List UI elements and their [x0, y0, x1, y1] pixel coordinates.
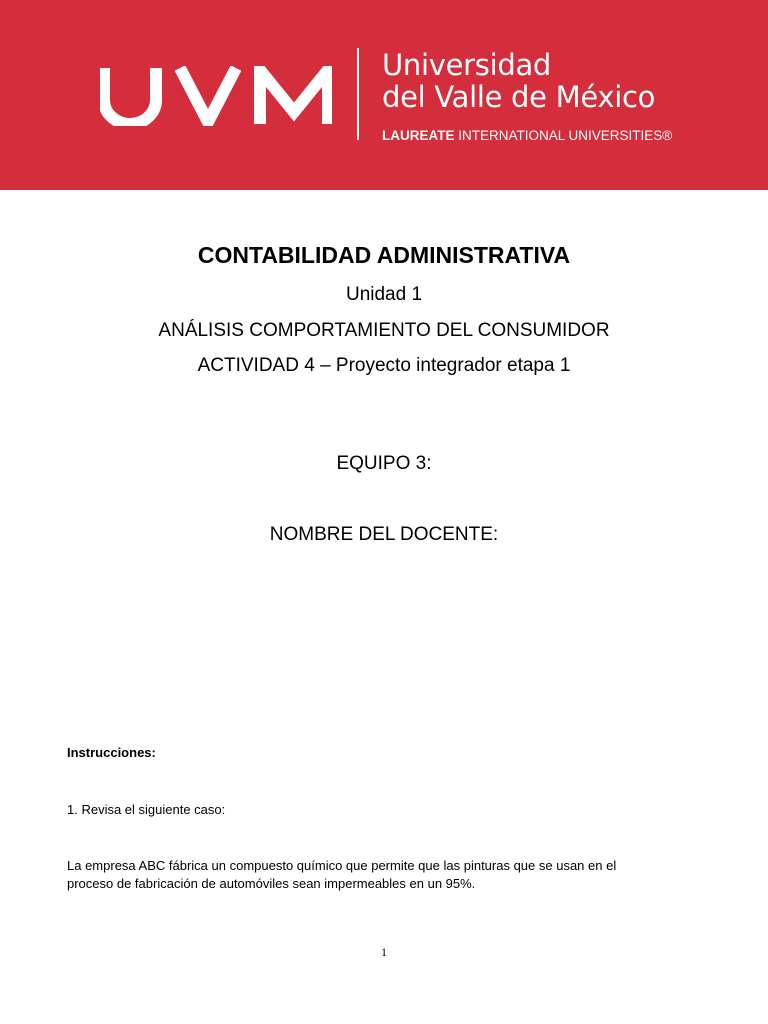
- logo-divider: [357, 48, 359, 140]
- university-name-line2: del Valle de México: [382, 80, 656, 114]
- topic-label: ANÁLISIS COMPORTAMIENTO DEL CONSUMIDOR: [158, 320, 610, 341]
- page-number: 1: [381, 945, 387, 959]
- network-tagline: [382, 128, 672, 144]
- instruction-step-1: 1. Revisa el siguiente caso:: [67, 802, 226, 817]
- instructions-heading: Instrucciones:: [67, 745, 156, 760]
- activity-label: ACTIVIDAD 4 – Proyecto integrador etapa 1: [197, 355, 571, 376]
- header-banner: [0, 0, 768, 190]
- network-name: INTERNATIONAL UNIVERSITIES®: [458, 128, 673, 143]
- university-name-line1: Universidad: [382, 48, 552, 82]
- case-text-line-2: proceso de fabricación de automóviles sean impermeables en un 95%.: [67, 876, 476, 891]
- teacher-label: NOMBRE DEL DOCENTE:: [269, 524, 499, 545]
- document-title: CONTABILIDAD ADMINISTRATIVA: [197, 242, 571, 268]
- case-text-line-1: La empresa ABC fábrica un compuesto químico que permite que las pinturas que se usan en el: [67, 858, 617, 873]
- network-brand: LAUREATE: [382, 128, 455, 143]
- uvm-logo-icon: [100, 66, 332, 126]
- unit-label: Unidad 1: [345, 284, 423, 305]
- team-label: EQUIPO 3:: [336, 453, 432, 474]
